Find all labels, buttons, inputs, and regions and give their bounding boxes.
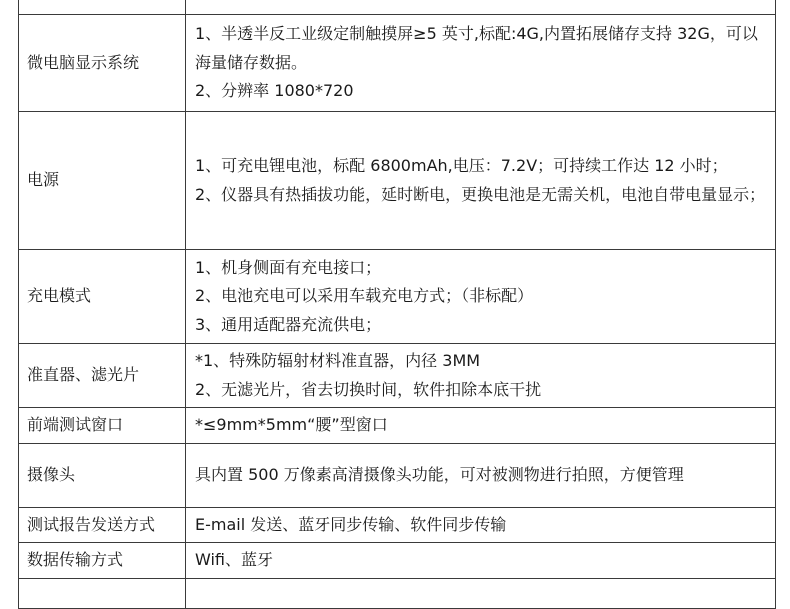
spec-value (186, 578, 776, 608)
spec-value (186, 112, 776, 250)
spec-value (186, 344, 776, 408)
spec-value (186, 543, 776, 579)
spec-value-line: Wifi、蓝牙 (195, 550, 273, 569)
spec-value (186, 408, 776, 444)
spec-value-line: *1、特殊防辐射材料准直器，内径 3MM (195, 351, 481, 370)
spec-value-line: E-mail 发送、蓝牙同步传输、软件同步传输 (195, 514, 507, 534)
spec-value-line: 2、无滤光片，省去切换时间，软件扣除本底干扰 (195, 379, 542, 399)
spec-row (19, 112, 776, 250)
spec-value-line: 具内置 500 万像素高清摄像头功能，可对被测物进行拍照，方便管理 (195, 464, 684, 484)
spec-label: 准直器、滤光片 (19, 344, 186, 408)
spec-label: 摄像头 (19, 443, 186, 507)
spec-label: 前端测试窗口 (19, 408, 186, 444)
spec-value (186, 250, 776, 344)
spec-value (186, 507, 776, 543)
spec-value-line: 2、电池充电可以采用车载充电方式；（非标配） (195, 286, 534, 306)
spec-row (19, 507, 776, 543)
spec-row (19, 543, 776, 579)
spec-label: 数据传输方式 (19, 543, 186, 579)
spec-value (186, 15, 776, 112)
spec-value-line: 1、半透半反工业级定制触摸屏≥5 英寸,标配:4G,内置拓展储存支持 32G，可以海量储存数据。 (195, 24, 758, 72)
spec-value (186, 443, 776, 507)
spec-label (19, 0, 186, 15)
spec-value-line: 3、通用适配器充流供电； (195, 314, 382, 334)
spec-row (19, 15, 776, 112)
spec-label: 充电模式 (19, 250, 186, 344)
spec-value (186, 0, 776, 15)
spec-value-line: 2、仪器具有热插拔功能，延时断电，更换电池是无需关机，电池自带电量显示； (195, 184, 766, 204)
spec-row (19, 250, 776, 344)
spec-row (19, 0, 776, 15)
spec-row (19, 408, 776, 444)
spec-value-line: *≤9mm*5mm“腰”型窗口 (195, 415, 388, 434)
spec-value-line: 1、可充电锂电池，标配 6800mAh,电压：7.2V；可持续工作达 12 小时； (195, 156, 728, 175)
spec-label: 微电脑显示系统 (19, 15, 186, 112)
spec-value-line: 2、分辨率 1080*720 (195, 81, 354, 101)
spec-label (19, 578, 186, 608)
spec-label: 测试报告发送方式 (19, 507, 186, 543)
spec-table (18, 0, 776, 609)
spec-row (19, 443, 776, 507)
spec-row (19, 344, 776, 408)
spec-value-line: 1、机身侧面有充电接口； (195, 257, 382, 277)
spec-table-body (19, 0, 776, 608)
spec-row (19, 578, 776, 608)
spec-label: 电源 (19, 112, 186, 250)
